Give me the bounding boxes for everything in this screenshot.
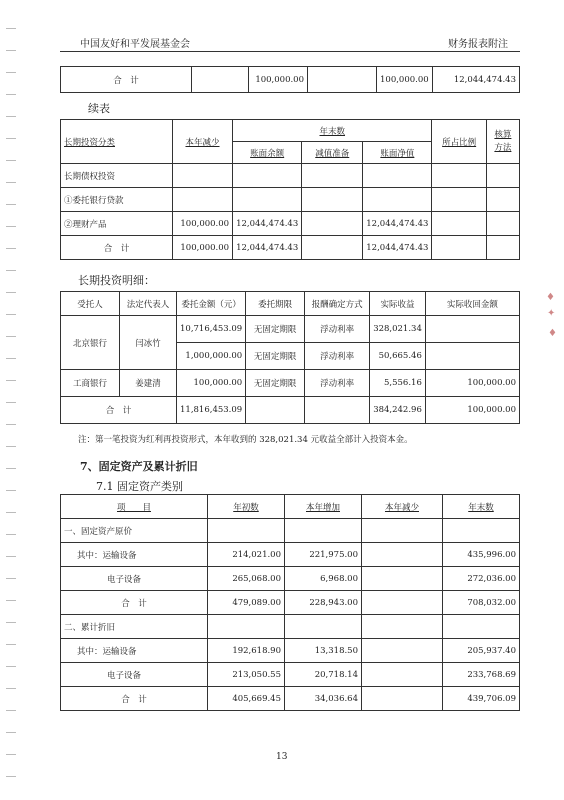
cell [432,212,486,236]
cell [443,615,520,639]
cell: 浮动利率 [305,370,370,397]
cell [302,236,363,260]
table-row [61,164,520,188]
table-row [61,120,520,142]
header-text: 减值准备 [315,148,350,159]
header-term: 委托期限 [246,292,305,316]
lt-invest-table [60,119,520,260]
cell [486,164,519,188]
col-share-header [432,120,486,164]
header-income: 实际收益 [370,292,426,316]
header-legal-rep: 法定代表人 [120,292,177,316]
cell: 233,768.69 [443,663,520,687]
cell: 浮动利率 [305,343,370,370]
header-doc-title: 财务报表附注 [448,39,508,50]
margin-tick [6,226,16,227]
cell [302,212,363,236]
table-row [61,543,520,567]
cell: 12,044,474.43 [233,212,302,236]
row-label: 其中：运输设备 [61,543,208,567]
header-text: 方法 [494,142,512,153]
detail-table [60,291,520,424]
header-text: 账面余额 [250,148,285,159]
cell [172,188,232,212]
margin-tick [6,534,16,535]
cell: 100,000.00 [172,212,232,236]
margin-tick [6,116,16,117]
cell [432,164,486,188]
table-row [61,212,520,236]
cell [362,687,443,711]
cell: 384,242.96 [370,397,426,424]
cell [208,615,285,639]
cell: 221,975.00 [285,543,362,567]
header-text: 账面净值 [380,148,415,159]
total-label: 合 计 [61,236,173,260]
header-end: 年末数 [468,502,494,513]
cell: 214,021.00 [208,543,285,567]
header-text: 年末数 [319,126,346,137]
header-decrease: 本年减少 [384,502,419,513]
margin-tick [6,292,16,293]
cell: 无固定期限 [246,316,305,343]
cell [285,519,362,543]
margin-tick [6,402,16,403]
row-label: 电子设备 [61,663,208,687]
col-decrease-header [172,120,232,164]
cell: 435,996.00 [443,543,520,567]
table-row [61,567,520,591]
margin-tick [6,710,16,711]
cell: 12,044,474.43 [432,67,519,93]
cell [362,615,443,639]
footnote: 注：第一笔投资为红利再投资形式，本年收到的 328,021.34 元收益全部计入投资本金。 [78,435,413,445]
table-row [61,495,520,519]
margin-tick [6,424,16,425]
cell [363,164,432,188]
margin-tick [6,358,16,359]
cell [308,67,377,93]
header-org-name: 中国友好和平发展基金会 [80,39,190,50]
margin-ticks [0,0,20,800]
cell: 272,036.00 [443,567,520,591]
cell: 12,044,474.43 [363,236,432,260]
section-7-title: 7、固定资产及累计折旧 [80,460,198,473]
detail-title: 长期投资明细： [78,274,155,287]
header-rule [60,51,520,52]
total-label: 合 计 [61,591,208,615]
table-row [61,292,520,316]
margin-tick [6,512,16,513]
red-mark: ✦ [547,308,556,319]
cell [192,67,249,93]
header-text: 所占比例 [442,137,477,148]
header-text: 长期投资分类 [64,137,116,148]
row-label: 其中：运输设备 [61,639,208,663]
margin-tick [6,754,16,755]
margin-tick [6,50,16,51]
cell: 100,000.00 [172,236,232,260]
table-row [61,188,520,212]
cell: 708,032.00 [443,591,520,615]
cell: 479,089.00 [208,591,285,615]
cell [362,663,443,687]
margin-tick [6,204,16,205]
row-label: 一、固定资产原价 [61,519,208,543]
cell: 228,943.00 [285,591,362,615]
header-increase: 本年增加 [305,502,340,513]
total-label: 合 计 [61,687,208,711]
cell: 11,816,453.09 [177,397,246,424]
cell: 10,716,453.09 [177,316,246,343]
margin-tick [6,182,16,183]
cell [285,615,362,639]
margin-tick [6,270,16,271]
cell: 100,000.00 [377,67,433,93]
margin-tick [6,468,16,469]
header-item: 项 目 [116,502,151,513]
cell [362,519,443,543]
row-label: 电子设备 [61,567,208,591]
header-amount: 委托金额（元） [177,292,246,316]
margin-tick [6,688,16,689]
cell: 100,000.00 [425,370,519,397]
table-row [61,236,520,260]
cell [362,567,443,591]
cell: 13,318.50 [285,639,362,663]
table-row [61,591,520,615]
col-year-end-header [233,120,432,142]
margin-tick [6,248,16,249]
cell: 1,000,000.00 [177,343,246,370]
header-text: 核算 [494,129,512,140]
cell: 328,021.34 [370,316,426,343]
cell: 6,968.00 [285,567,362,591]
cell [208,519,285,543]
margin-tick [6,666,16,667]
cell [302,188,363,212]
cell: 50,665.46 [370,343,426,370]
margin-tick [6,776,16,777]
margin-tick [6,314,16,315]
header-pay-method: 报酬确定方式 [305,292,370,316]
cell [362,591,443,615]
margin-tick [6,622,16,623]
cell: 265,068.00 [208,567,285,591]
trustee-cell: 北京银行 [61,316,120,370]
cell: 无固定期限 [246,370,305,397]
section-7-1-title: 7.1 固定资产类别 [96,480,183,493]
table-row [61,67,520,93]
cell [443,519,520,543]
legal-rep-cell: 姜建清 [120,370,177,397]
cell [302,164,363,188]
table-row [61,316,520,343]
cell: 192,618.90 [208,639,285,663]
cell [486,236,519,260]
cell [486,212,519,236]
cell [233,188,302,212]
margin-tick [6,556,16,557]
margin-tick [6,336,16,337]
row-label: ②理财产品 [61,212,173,236]
cell [362,639,443,663]
page-number: 13 [276,752,288,762]
total-label: 合 计 [61,397,177,424]
cell: 12,044,474.43 [363,212,432,236]
cell [305,397,370,424]
margin-tick [6,732,16,733]
continued-title: 续表 [88,102,110,115]
cell [172,164,232,188]
margin-tick [6,600,16,601]
cell: 100,000.00 [425,397,519,424]
cell [432,188,486,212]
cell: 213,050.55 [208,663,285,687]
top-total-table [60,66,520,93]
margin-tick [6,644,16,645]
fixed-assets-table [60,494,520,711]
margin-tick [6,94,16,95]
margin-tick [6,138,16,139]
margin-tick [6,160,16,161]
cell [233,164,302,188]
col-net-value-header [363,142,432,164]
red-mark: ♦ [548,328,557,339]
cell [486,188,519,212]
margin-tick [6,380,16,381]
cell [246,397,305,424]
row-label: ①委托银行贷款 [61,188,173,212]
cell: 5,556.16 [370,370,426,397]
header-text: 本年减少 [185,137,220,148]
cell: 100,000.00 [249,67,308,93]
margin-tick [6,490,16,491]
cell: 100,000.00 [177,370,246,397]
cell [425,316,519,343]
cell: 浮动利率 [305,316,370,343]
row-label: 二、累计折旧 [61,615,208,639]
table-row [61,370,520,397]
table-row [61,663,520,687]
cell: 20,718.14 [285,663,362,687]
margin-tick [6,28,16,29]
cell: 405,669.45 [208,687,285,711]
table-row [61,639,520,663]
cell [362,543,443,567]
col-impairment-header [302,142,363,164]
table-row [61,615,520,639]
table-row [61,519,520,543]
col-category-header [61,120,173,164]
cell: 439,706.09 [443,687,520,711]
red-mark: ♦ [546,292,555,303]
table-row [61,397,520,424]
header-recovered: 实际收回金额 [425,292,519,316]
margin-tick [6,72,16,73]
cell: 无固定期限 [246,343,305,370]
cell: 205,937.40 [443,639,520,663]
cell: 34,036.64 [285,687,362,711]
row-label: 长期债权投资 [61,164,173,188]
table-row [61,687,520,711]
legal-rep-cell: 闫冰竹 [120,316,177,370]
cell [425,343,519,370]
cell: 12,044,474.43 [233,236,302,260]
margin-tick [6,578,16,579]
cell [432,236,486,260]
header-begin: 年初数 [233,502,259,513]
col-book-balance-header [233,142,302,164]
cell [363,188,432,212]
trustee-cell: 工商银行 [61,370,120,397]
col-method-header [486,120,519,164]
margin-tick [6,446,16,447]
header-trustee: 受托人 [61,292,120,316]
total-label: 合 计 [61,67,192,93]
